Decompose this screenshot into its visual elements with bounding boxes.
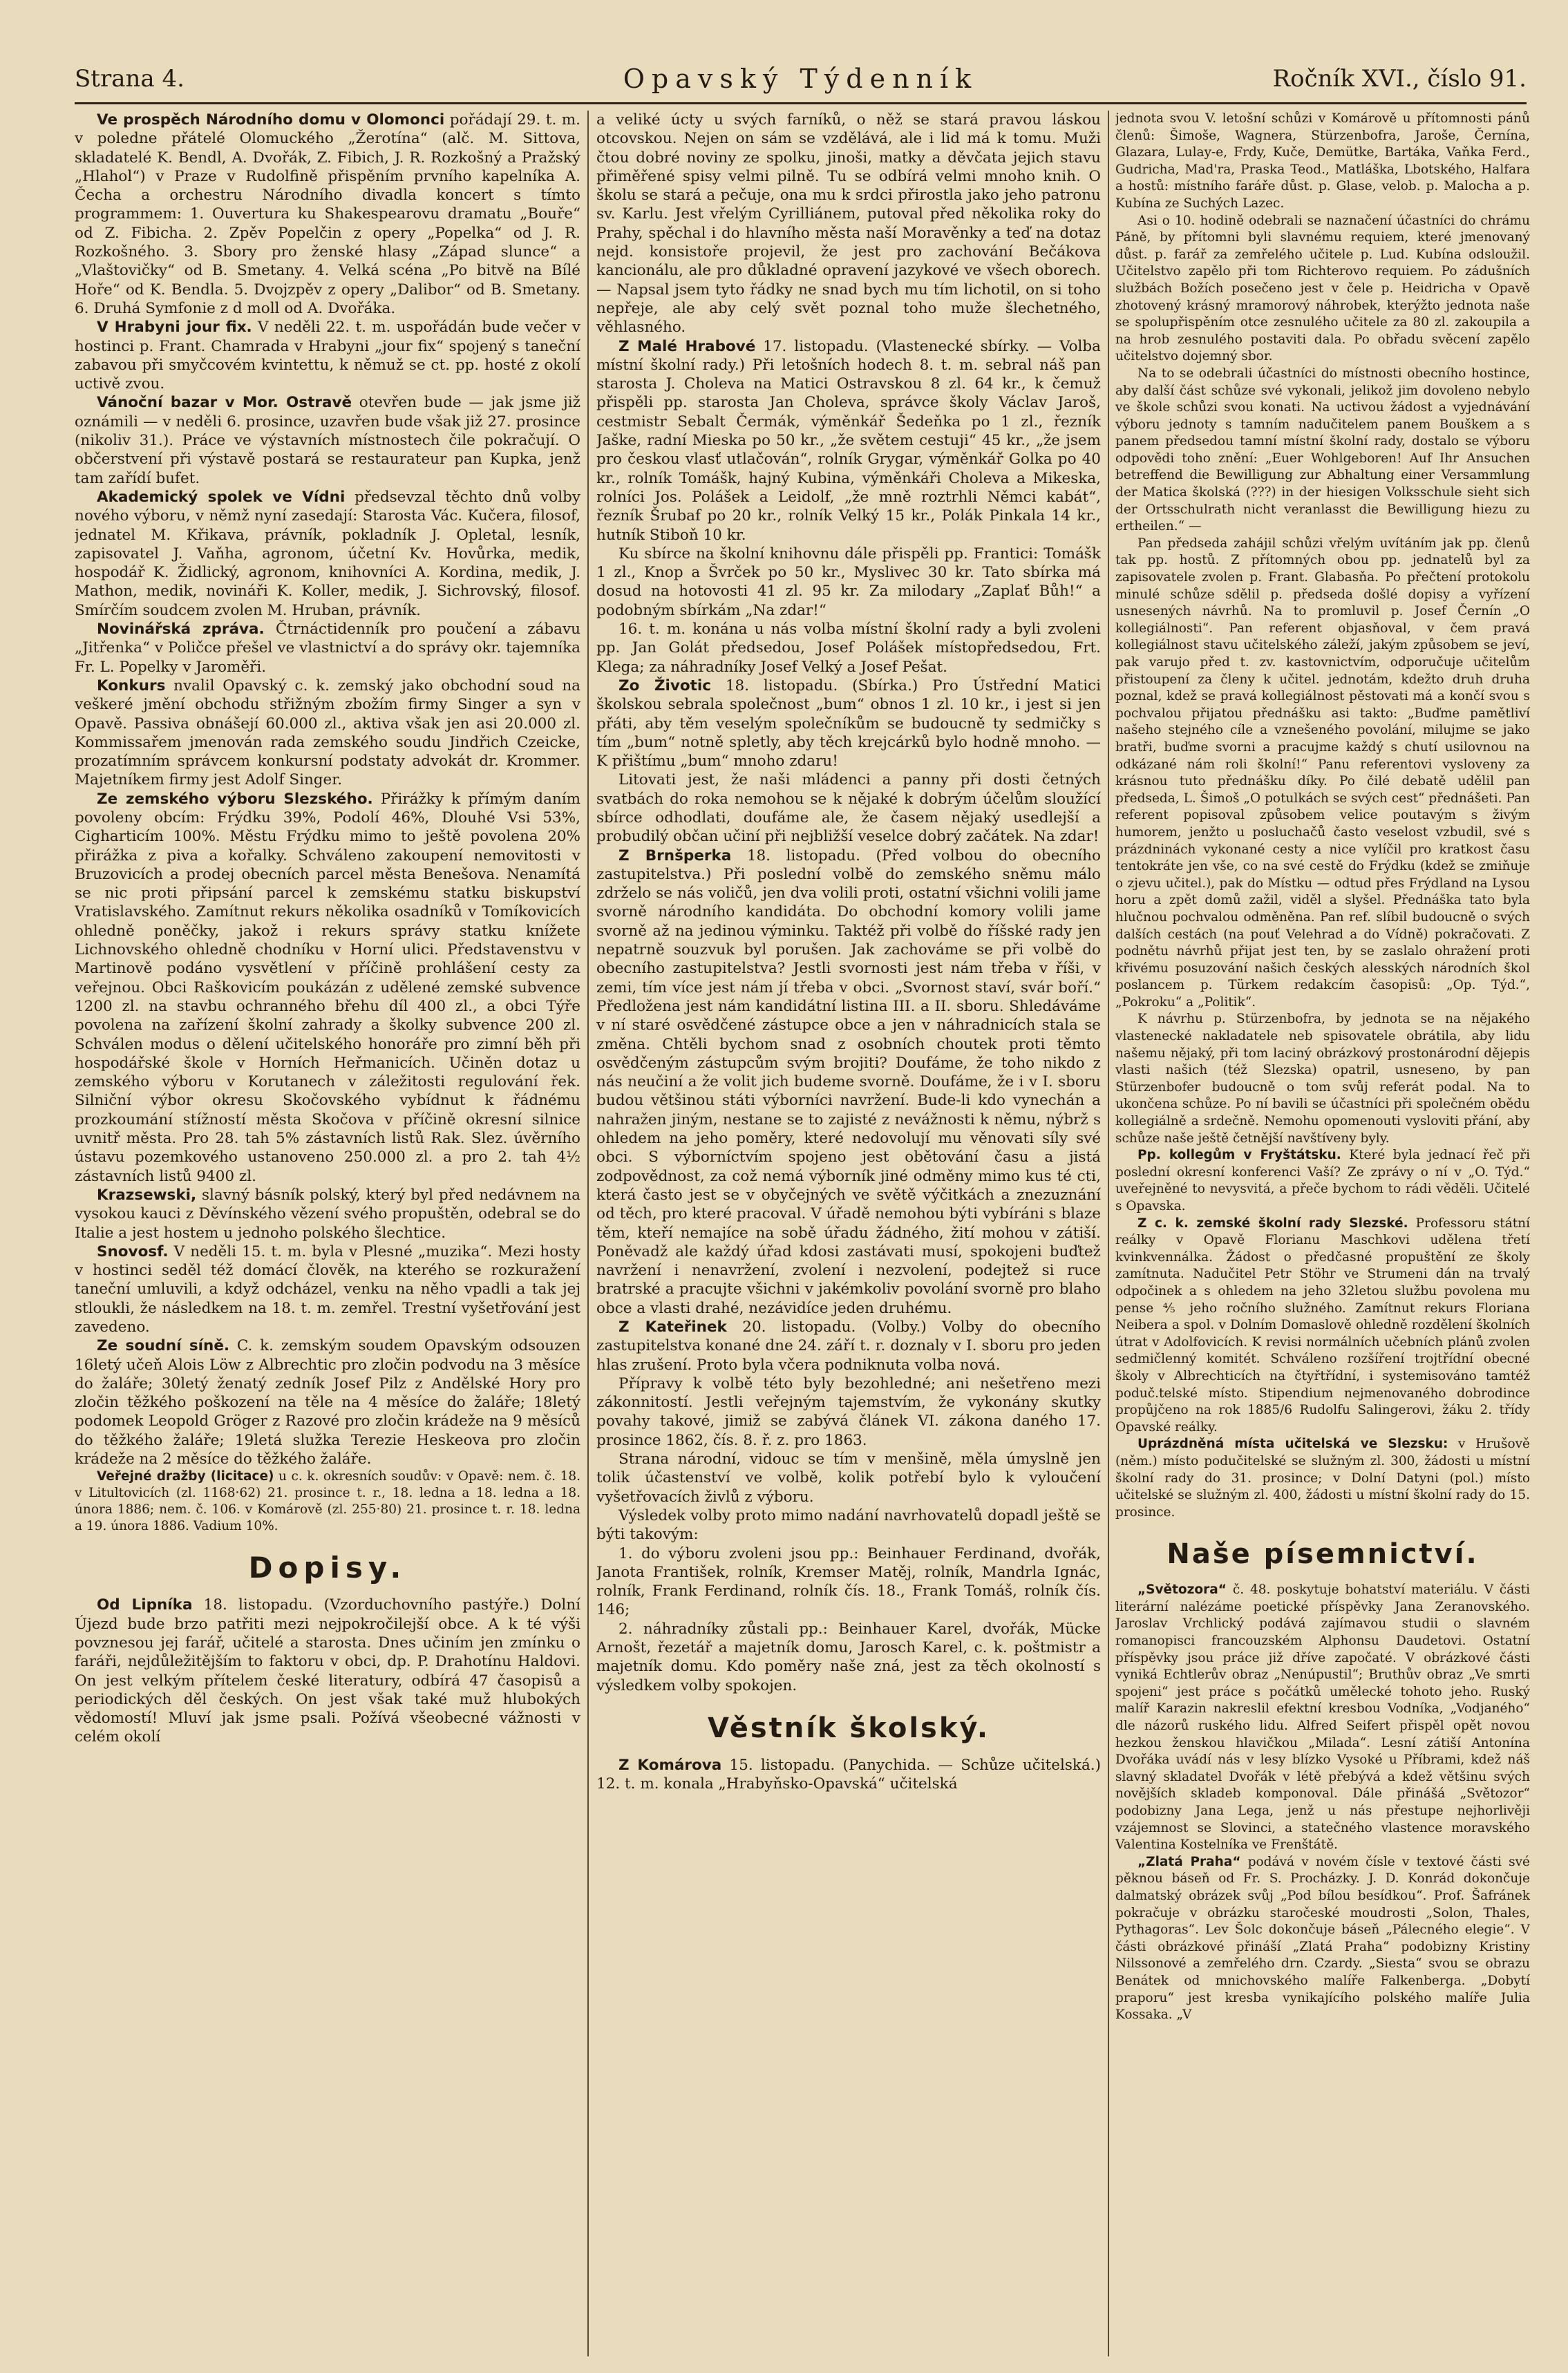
article-lead: Zo Životic xyxy=(618,677,711,694)
article-paragraph xyxy=(596,677,1101,770)
article-paragraph xyxy=(596,1620,1101,1695)
article-paragraph xyxy=(75,790,580,1186)
header-rule xyxy=(75,102,1527,104)
article-paragraph xyxy=(596,620,1101,677)
article-paragraph xyxy=(75,1186,580,1242)
article-text: a veliké úcty u svých farníků, o něž se stará pravou láskou otcovskou. Nejen on sám se vzdělává, ale i lid má k tomu. Muži čtou dobré noviny ze spolku, jinoši, matky a děvčata jejich stavu přiměřené spisy velmi pilně. Tu se odbírá velmi mnoho knih. O školu se stará a pečuje, ona mu k srdci přirostla jako jeho patronu sv. Karlu. Jest vřelým Cyrilliánem, putoval před několika roky do Prahy, spěchal i do hlavního města naší Moravěnky a teď na dotaz nejd. konsistoře projevil, že jest pro zachování Bečákova kancionálu, ale pro důkladné opravení jazykové ve všech oborech. — Napsal jsem tyto řádky ne snad bych mu tím lichotil, on si toho nepřeje, ale aby celý svět poznal toho muže šlechetného, věhlasného. xyxy=(596,111,1101,337)
article-lead: „Světozora“ xyxy=(1137,1582,1227,1598)
column-divider xyxy=(1108,111,1109,2356)
article-paragraph xyxy=(596,1506,1101,1544)
article-paragraph xyxy=(75,393,580,487)
article-paragraph xyxy=(596,770,1101,846)
article-paragraph xyxy=(75,1468,580,1535)
article-text: 17. listopadu. (Vlastenecké sbírky. — Volba místní školní rady.) Při letošních hodech 8. t. m. sebral náš pan starosta J. Choleva na Matici Ostravskou 8 zl. 64 kr., k čemuž přispěli pp. starosta Jan Choleva, správce školy Václav Jaroš, cestmistr Sebalt Čermák, výměnkář Šedeňka po 1 zl., řezník Jaške, radní Mieska po 50 kr., „že světem cestuji“ 45 kr., „že jsem pro českou vlasť utlačován“, rolník Grygar, výměnkář Golka po 40 kr., rolník Tomášk, hajný Kubina, výměnkáři Choleva a Mikeska, rolníci Jos. Polášek a Leidolf, „že mně roztrhli Němci kabát“, řezník Šrubaf po 20 kr., rolník Velký 15 kr., Polák Pinkala 14 kr., hutník Stiboň 10 kr. xyxy=(596,337,1101,544)
article-lead: Z Kateřinek xyxy=(618,1318,727,1336)
article-text: C. k. zemským soudem Opavským odsouzen 16letý učeň Alois Löw z Albrechtic pro zločin podvodu na 3 měsíce do žaláře; 30letý ženatý zedník Josef Pilz z Andělské Hory pro zločin těžkého poškození na těle na 4 měsíce do žaláře; 18letý podomek Leopold Gröger z Razové pro zločin krádeže na 9 měsíců do těžkého žaláře; 19letá služka Terezie Heskeova pro zločin krádeže na 2 měsíce do těžkého žaláře. xyxy=(75,1337,580,1468)
article-text: 16. t. m. konána u nás volba místní školní rady a byli zvoleni pp. Jan Golát předsedou, Josef Polášek místopředsedou, Frt. Klega; za náhradníky Josef Velký a Josef Pešat. xyxy=(596,621,1101,676)
article-paragraph xyxy=(1115,366,1530,536)
page-number: Strana 4. xyxy=(75,65,185,93)
article-lead: Uprázdněná místa učitelská ve Slezsku: xyxy=(1137,1437,1448,1452)
article-lead: Vánoční bazar v Mor. Ostravě xyxy=(97,394,352,412)
article-text: č. 48. poskytuje bohatství materiálu. V části literární nalézáme poetické příspěvky Jana Zeranovského. Jaroslav Vrchlický podává zajímavou studii o slavném romanopisci francouzském Alphonsu Daudetovi. Ostatní příspěvky jsou práce již dříve započaté. V obrázkové části vyniká Echtlerův obraz „Nenúpustil“; Bruthův obraz „Ve smrti spojeni“ jest práce s počátků umělecké tohoto jeho. Ruský malíř Karazin nakreslil efektní kresbou Vodníka, „Vodjaného“ dle názorů ruského lidu. Alfred Seifert přispěl opět novou hezkou ženskou hlavičkou „Milada“. Lesní zátiší Antonína Dvořáka uvádí nás v lesy blízko Vysoké u Příbrami, kdež náš slavný skladatel Dvořák v létě přebývá a kdež většinu svých novějších skladeb komponoval. Dále přinášá „Světozor“ podobizny Jana Lega, jenž u nás přestupe nejhorlivěji vzájemnost se Slovinci, a statečného vlastence moravského Valentina Kostelníka ve Frenštátě. xyxy=(1115,1582,1530,1853)
article-lead: Novinářská zpráva. xyxy=(97,621,265,639)
article-lead: Veřejné dražby (licitace) xyxy=(97,1469,274,1484)
article-lead: Pp. kollegům v Fryštátsku. xyxy=(1137,1148,1341,1163)
article-paragraph xyxy=(596,111,1101,337)
article-text: v Hrušově (něm.) místo podučitelské se služným zl. 300, žádosti u místní školní rady do 31. prosince; v Dolní Datyni (pol.) místo učitelské se služným zl. 400, žádosti u místní školní rady do 15. prosince. xyxy=(1115,1437,1530,1520)
article-paragraph xyxy=(1115,536,1530,1012)
article-text: Asi o 10. hodině odebrali se naznačení účastníci do chrámu Páně, by přítomni byli slavnému requiem, které jmenovaný důst. p. farář za zemřelého učitele p. Lud. Kubína odsloužil. Učitelstvo zapělo při tom Richterovo requiem. Po zádušních službách Božích posečeno jest v čele p. Heidricha v Opavě zhotovený krásný mramorový náhrobek, kterýžto jednota naše se spolupřispěním otce zesnulého učitele za 80 zl. zakoupila a na hrob zesnulého postaviti dala. Po obřadu svěcení zapělo učitelstvo dojemný sbor. xyxy=(1115,213,1530,364)
article-lead: Z c. k. zemské školní rady Slezské. xyxy=(1137,1216,1408,1231)
article-text: pořádají 29. t. m. v poledne přátelé Olomuckého „Žerotína“ (alč. M. Sittova, skladatelé K. Bendl, A. Dvořák, Z. Fibich, J. R. Rozkošný a Pražský „Hlahol“) v Praze v Rudolfině přispěním prvního kapelníka A. Čecha a orchestru Národního divadla koncert s tímto programmem: 1. Ouvertura ku Shakespearovu dramatu „Bouře“ od Z. Fibicha. 2. Zpěv Popelčin z opery „Popelka“ od J. R. Rozkošného. 3. Sbory pro ženské hlasy „Západ slunce“ a „Vlaštovičky“ od B. Smetany. 4. Velká scéna „Po bitvě na Bílé Hoře“ od K. Bendla. 5. Dvojzpěv z opery „Dalibor“ od B. Smetany. 6. Druhá Symfonie z d moll od A. Dvořáka. xyxy=(75,111,580,317)
article-paragraph xyxy=(1115,1216,1530,1437)
article-text: Ku sbírce na školní knihovnu dále přispěli pp. Frantici: Tomášk 1 zl., Knop a Švrček po 50 kr., Myslivec 30 kr. Tato sbírka má dosud na hotovosti 41 zl. 95 kr. Za milodary „Zaplať Bůh!“ a podobným sbírkám „Na zdar!“ xyxy=(596,545,1101,619)
article-text: Pan předseda zahájil schůzi vřelým uvítáním jak pp. členů tak pp. hostů. Z přítomných obou pp. jednatelů byl za zapisovatele zvolen p. Frant. Glabasňa. Po přečtení protokolu minulé schůze sdělil p. předseda došlé dopisy a vyřízení usnesených návrhů. Na to promluvil p. Josef Černín „O kollegiálnosti“. Pan referent objasňoval, v čem pravá kollegiálnost stavu učitelského záleží, jakým způsobem se jeví, pak varujo před t. zv. kastovnictvím, odporučuje učitelům přistoupení za členy k učitel. jednotám, kdežto druh druha poznal, kdež se pravá kollegiálnost pěstovati má a končí svou s pochvalou přijatou přednášku asi takto: „Buďme pamětliví našeho stejného cíle a vznešeného povolání, milujme se jako bratři, buďme svorni a pracujme každý s chutí usilovnou na odkázané nám roli školní!“ Panu referentovi vysloveny za krásnou tuto přednášku díky. Po čilé debatě udělil pan předseda, L. Šimoš „O potulkách se svých cest“ přednášeti. Pan referent popisoval způsobem velice poutavým s živým humorem, jenžto u posluchačů často veselost vzbudil, své s prázdninách vykonané cesty a nice vylíčil pro kratkost času tentokráte jen vše, co na své cestě do Frýdku (kdež se zmiňuje o zjevu učitel.), pak do Místku — odtud přes Frýdland na Lysou horu a zpět domů zažil, viděl a slyšel. Přednáška tato byla hlučnou pochvalou odměněna. Pan ref. slíbil budoucně o svých dalších cestách (na pouť Velehrad a do Vídně) pokračovati. Z podnětu návrhů přijat jest ten, by se zaslalo ohražení proti křivému posuzování našich českých alesských národních škol poslancem p. Türkem redakcím časopisů: „Op. Týd.“, „Pokroku“ a „Politik“. xyxy=(1115,536,1530,1010)
page-header xyxy=(75,61,1527,100)
article-paragraph xyxy=(75,1336,580,1468)
article-text: Na to se odebrali účastníci do místnosti obecního hostince, aby další část schůze své vykonali, jelikož jim dovoleno nebylo ve škole schůzi svou konati. Na uctivou žádost a vyjednávání výboru jednoty s tamním nadučitelem panem Bouškem a s panem předsedou tamní místní školní rady, dostalo se výboru odpovědi toho znění: „Euer Wohlgeboren! Auf Ihr Ansuchen betreffend die Bewilligung zur Abhaltung einer Versammlung der Matica školská (???) in der hiesigen Volksschule sieht sich der Ortsschulrath nicht veranlasst die Bewilligung hiezu zu ertheilen.“ — xyxy=(1115,366,1530,534)
section-heading: Věstník školský. xyxy=(707,1712,990,1744)
article-text: 1. do výboru zvoleni jsou pp.: Beinhauer Ferdinand, dvořák, Janota František, rolník, Kremser Matěj, rolník, Mandrla Ignác, rolník, Frank Ferdinand, rolník čís. 18., Frank Tomáš, rolník čís. 146; xyxy=(596,1544,1101,1619)
article-paragraph xyxy=(596,1756,1101,1794)
article-paragraph xyxy=(1115,213,1530,366)
section-heading: Dopisy. xyxy=(248,1551,407,1585)
article-paragraph xyxy=(75,1242,580,1336)
article-paragraph xyxy=(1115,1147,1530,1215)
section-heading: Naše písemnictví. xyxy=(1166,1538,1479,1571)
article-lead: Z Brnšperka xyxy=(618,847,732,864)
article-text: 18. listopadu. (Před volbou do obecního zastupitelstva.) Při poslední volbě do zemského sněmu málo zdrželo se nás voličů, jen dva volili proti, ostatní všichni volili jame svorně národního kandidáta. Do obchodní komory volili jame svorně až na jedinou výminku. Taktéž při volbě do říšské rady jen nepatrně souzvuk byl porušen. Jak zachováme se při volbě do obecního zastupitelstva? Jestli svornosti jest nám třeba v říši, v zemi, tím více jest nám jí třeba v obci. „Svornost staví, svár boří.“ Předložena jest nám kandidátní listina III. a II. sboru. Shledáváme v ní staré osvědčené zástupce obce a jen v náhradnicích stala se změna. Chtěli bychom snad z osobních choutek proti těmto osvědčeným zástupcům svým brojiti? Doufáme, že toho nikdo z nás neučiní a že volit jich budeme svorně. Doufáme, že i v I. sboru budou většinou státi výborníci navržení. Bude-li kdo vynechán a nahražen jiným, nestane se to zajisté z nevážnosti k němu, nýbrž s ohledem na jeho poměry, které nedovolují mu věnovati síly své obci. S výborníctvím spojeno jest obětování času a jistá zodpovědnost, za což nemá výborník jiné odměny mimo kus té cti, která často jest se v obyčejných ve světě výčitkách a znezuznání od těch, pro které pracoval. V úřadě nemohou býti vybíráni s blaze těm, kteří nemajíce na sobě úřadu žádného, žití mohou v zátiší. Poněvadž ale každý úřad kdosi zastávati musí, spokojeni buďtež navržení i nenavržení, zvolení i nezvolení, podejtež si ruce bratrské a pracujte všichni v jakémkoliv povolání svorně pro blaho obce a vlasti drahé, nezávidíce jeden druhému. xyxy=(596,847,1101,1317)
article-paragraph xyxy=(1115,1854,1530,2024)
article-lead: Krazsewski, xyxy=(97,1186,197,1204)
article-text: 15. listopadu. (Panychida. — Schůze učitelská.) 12. t. m. konala „Hrabyňsko-Opavská“ učitelská xyxy=(596,1756,1101,1793)
article-text: u c. k. okresních soudův: v Opavě: nem. č. 18. v Litultovicích (zl. 1168·62) 21. prosince t. r., 18. ledna a 18. ledna a 18. února 1886; nem. č. 106. v Komárově (zl. 255·80) 21. prosince t. r. 18. ledna a 19. února 1886. Vadium 10%. xyxy=(75,1469,580,1534)
column-1 xyxy=(75,111,580,2356)
article-text: V neděli 15. t. m. byla v Plesné „muzika“. Mezi hosty v hostinci seděl též domácí člověk, na kterého se rozkuražení taneční umluvili, a když odcházel, venku na něho vpadli a tak jej stloukli, že následkem na 18. t. m. zemřel. Trestní vyšetřování jest zavedeno. xyxy=(75,1242,580,1336)
article-lead: Ve prospěch Národního domu v Olomonci xyxy=(97,111,445,129)
article-lead: Z Komárova xyxy=(618,1756,722,1774)
article-text: 20. listopadu. (Volby.) Volby do obecního zastupitelstva konané dne 24. září t. r. doznaly v I. sboru pro jeden hlas zrušení. Proto byla včera podniknuta volba nová. xyxy=(596,1318,1101,1374)
article-paragraph xyxy=(75,677,580,790)
newspaper-title: Opavský Týdenník xyxy=(623,64,979,94)
article-text: Litovati jest, že naši mládenci a panny při dosti četných svatbách do roka nemohou se k nějaké k dobrým účelům sloužící sbírce odhodlati, doufáme ale, že časem nějaký usedlejší a probudilý občan učiní při nejbližší veselce dobrý začátek. Na zdar! xyxy=(596,771,1101,846)
article-paragraph xyxy=(596,1450,1101,1506)
article-text: 2. náhradníky zůstali pp.: Beinhauer Karel, dvořák, Mücke Arnošt, řezetář a majetník domu, Jarosch Karel, c. k. poštmistr a majetník domu. Kdo poměry naše zná, jest za těch okolností s výsledkem volby spokojen. xyxy=(596,1620,1101,1694)
article-paragraph xyxy=(75,111,580,318)
article-paragraph xyxy=(75,620,580,677)
issue-number: Ročník XVI., číslo 91. xyxy=(1272,65,1527,93)
article-text: Strana národní, vidouc se tím v menšině, měla úmyslně jen tolik účastenství ve volbě, kolik potřebí bylo k vyloučení vyšetřovacích živlů z výboru. xyxy=(596,1450,1101,1506)
article-lead: Akademický spolek ve Vídni xyxy=(97,488,346,506)
article-paragraph xyxy=(596,545,1101,620)
article-text: předsevzal těchto dnů volby nového výboru, v němž nyní zasedají: Starosta Vác. Kučera, filosof, jednatel M. Křikava, právník, pokladník J. Opletal, lesník, zapisovatel J. Vaňha, agronom, účetní Kv. Hovůrka, medik, hospodář K. Židlický, agronom, knihovníci A. Kordina, medik, J. Mathon, medik, novináři K. Koller, medik, J. Sichrovský, filosof. Smírčím soudcem zvolen M. Hruban, právník. xyxy=(75,488,580,619)
article-lead: Ze soudní síně. xyxy=(97,1337,230,1355)
article-text: V neděli 22. t. m. uspořádán bude večer v hostinci p. Frant. Chamrada v Hrabyni „jour fix“ spojený s taneční zabavou při smyčcovém kvintettu, k němuž se ct. pp. hosté z okolí uctivě zvou. xyxy=(75,319,580,393)
article-paragraph xyxy=(596,847,1101,1318)
article-text: 18. listopadu. (Vzorduchovního pastýře.) Dolní Újezd bude brzo patřiti mezi nejpokročilejší obce. A k té výši povznesou jej farář, učitelé a starosta. Dnes učiním jen zmínku o faráři, nejdůležitějším to faktoru v obci, dp. P. Drahotínu Haldovi. On jest velkým přítelem české literatury, odbírá 47 časopisů a periodických děl českých. On jest však také muž hlubokých vědomostí! Mluví jak jsme psali. Požívá všeobecné vážnosti v celém okolí xyxy=(75,1596,580,1746)
article-paragraph xyxy=(1115,1582,1530,1854)
article-paragraph xyxy=(1115,111,1530,213)
article-paragraph xyxy=(596,1544,1101,1620)
article-paragraph xyxy=(596,337,1101,545)
article-text: Přípravy k volbě této byly bezohledné; ani nešetřeno mezi zákonnitostí. Jestli veřejným tajemstvím, že vykonány skutky povahy takové, jimiž se zabývá článek VI. zákona daného 17. prosince 1862, čís. 8. ř. z. pro 1863. xyxy=(596,1374,1101,1449)
article-text: slavný básník polský, který byl před nedávnem na vysokou kauci z Děvínského vězení svého propuštěn, odebral se do Italie a jest hostem u jednoho polského šlechtice. xyxy=(75,1186,580,1242)
article-text: Čtrnáctidenník pro poučení a zábavu „Jitřenka“ v Poličce přešel ve vlastnictví a do správy okr. tajemníka Fr. L. Popelky v Jaroměři. xyxy=(75,621,580,676)
article-paragraph xyxy=(1115,1011,1530,1147)
article-text: podává v novém čísle v textové části své pěknou báseň od Fr. S. Procházky. J. D. Konrád dokončuje dalmatský obrázek svůj „Pod bílou besídkou“. Prof. Šafránek pokračuje v obrázku staročeské moudrosti „Solon, Thales, Pythagoras“. Lev Šolc dokončuje báseň „Pálecného elegie“. V části obrázkové přináší „Zlatá Praha“ podobizny Kristiny Nilssonové a zemřelého drn. Czardy. „Siesta“ svou se obrazu Benátek od mnichovského malíře Falkenberga. „Dobytí praporu“ jest kresba vynikajícího polského malíře Julia Kossaka. „V xyxy=(1115,1854,1530,2023)
article-lead: V Hrabyni jour fix. xyxy=(97,319,252,337)
article-lead: Konkurs xyxy=(97,677,166,694)
article-text: Professoru státní reálky v Opavě Florianu Maschkovi udělena třetí kvinkvennálka. Žádost o předčasné propuštění ze školy zamítnuta. Nadučitel Petr Stöhr ve Strumeni dán na trvalý odpočinek a s ohledem na jeho 32letou službu povolena mu pense ⅘ jeho ročního služného. Zamítnut rekurs Floriana Neibera a spol. v Dolním Domaslově ohledně rozdělení školních útrat v Adolfovicích. K revisi normálních učebních plánů zvolen sedmičlenný komitét. Schváleno rozšíření trojtřídní obecné školy v Albrechticích na čtyřtřídní, i systemisováno tamtéž poduč.telské místo. Stipendium nejmenovaného dobrodince propůjčeno na rok 1885/6 Rudolfu Salingerovi, žáku 2. třídy Opavské reálky. xyxy=(1115,1216,1530,1435)
column-divider xyxy=(587,111,589,2356)
column-3 xyxy=(1115,111,1530,2356)
article-text: Výsledek volby proto mimo nadání navrhovatelů dopadl ještě se býti takovým: xyxy=(596,1506,1101,1544)
article-paragraph xyxy=(596,1318,1101,1374)
article-lead: Od Lipníka xyxy=(97,1596,193,1614)
column-2 xyxy=(596,111,1101,2356)
article-paragraph xyxy=(596,1374,1101,1450)
article-text: otevřen bude — jak jsme již oznámili — v neděli 6. prosince, uzavřen bude však již 27. prosince (nikoliv 31.). Práce ve výstavních místnostech čile pokračují. O občerstvení při výstavě postará se restaurateur pan Kupka, jenž tam zařídí bufet. xyxy=(75,394,580,487)
article-paragraph xyxy=(1115,1436,1530,1521)
article-lead: Snovosf. xyxy=(97,1242,169,1260)
article-text: Které byla jednací řeč při poslední okresní konferenci Vaší? Ze zprávy o ní v „O. Týd.“ uveřejněné to nevysvitá, a přeče bychom to rádi věděli. Učitelé s Opavska. xyxy=(1115,1148,1530,1213)
article-paragraph xyxy=(75,488,580,620)
article-lead: „Zlatá Praha“ xyxy=(1137,1854,1241,1869)
article-text: K návrhu p. Stürzenbofra, by jednota se na nějakého vlastenecké nakladatele neb spisovatele obrátila, aby lidu našemu nějaký, při tom laciný obrázkový prostonárodní dějepis vlasti našich (též Slezska) opatril, usneseno, by pan Stürzenbofer budoucně o tom svůj referát podal. Na to ukončena schůze. Po ní bavili se účastníci při společném obědu kollegiálně a srdečně. Nemohu opomenouti vysloviti přání, aby schůze naše ještě četnější navštíveny byly. xyxy=(1115,1012,1530,1146)
article-lead: Ze zemského výboru Slezského. xyxy=(97,790,373,808)
article-lead: Z Malé Hrabové xyxy=(618,337,756,355)
article-text: Přirážky k přímým daním povoleny obcím: Frýdku 39%, Podolí 46%, Dlouhé Vsi 53%, Cigharticím 100%. Městu Frýdku mimo to ještě povolena 20% přirážka z piva a kořalky. Schváleno zakoupení nemovitosti v Bruzovicích a prodej obecních parcel města Benešova. Nenamítá se nic proti připsání parcel k zemskému statku biskupství Vratislavského. Zamítnut rekurs několika osadníků v Tomíkovicích ohledně poněčky, jakož i rekurs správy statku knížete Lichnovského ohledně chodníku v Horní ulici. Představenstvu v Martinově podáno vysvětlení v příčině prohlášení cesty za veřejnou. Obci Raškovicím poukázán z udělené zemské subvence 1200 zl. na stavbu ochranného břehu díl 400 zl., a obci Týře povolena na zařízení školní zahrady a školky subvence 200 zl. Schválen modus o dělení učitelského honoráře pro zimní běh při hospodářské škole v Horních Heřmanicích. Učiněn dotaz u zemského výboru v Korutanech v záležitosti regulování řek. Silniční výbor okresu Skočovského vybídnut k řádnému prozkoumání stížností města Skočova v příčině okresní silnice uvnitř města. Pro 28. tah 5% zástavních listů Rak. Slez. úvěrního ústavu pozemkového ustanoveno 250.000 zl. a pro 2. tah 4½ zástavních listů 9400 zl. xyxy=(75,790,580,1185)
article-text: nvalil Opavský c. k. zemský jako obchodní soud na veškeré jmění obchodu střižným zbožím firmy Singer a syn v Opavě. Passiva obnášejí 60.000 zl., aktiva však jen asi 20.000 zl. Kommissařem jmenován rada zemského soudu Jindřich Czeicke, prozatímním správcem konkursní podstaty advokát dr. Krommer. Majetníkem firmy jest Adolf Singer. xyxy=(75,677,580,789)
article-text: 18. listopadu. (Sbírka.) Pro Ústřední Matici školskou sebrala společnost „bum“ obnos 1 zl. 10 kr., i jest si jen přáti, aby těm veselým společníkům se budoucně ty sedmičky s tím „bum“ notně spletly, aby těch krejcárků bylo hodně mnoho. — K přištímu „bum“ mnoho zdaru! xyxy=(596,677,1101,770)
article-paragraph xyxy=(75,318,580,393)
article-text: jednota svou V. letošní schůzi v Komárově u přítomnosti pánů členů: Šimoše, Wagnera, Stürzenbofra, Jaroše, Černína, Glazara, Lulay-e, Frdy, Kuče, Demütke, Bartáka, Vaňka Ferd., Gudricha, Mad'ra, Praska Teod., Matláška, Lbotského, Halfara a hostů: místního faráře důst. p. Glase, velob. p. Malocha a p. Kubína ze Suchých Lazec. xyxy=(1115,111,1530,211)
article-paragraph xyxy=(75,1596,580,1746)
